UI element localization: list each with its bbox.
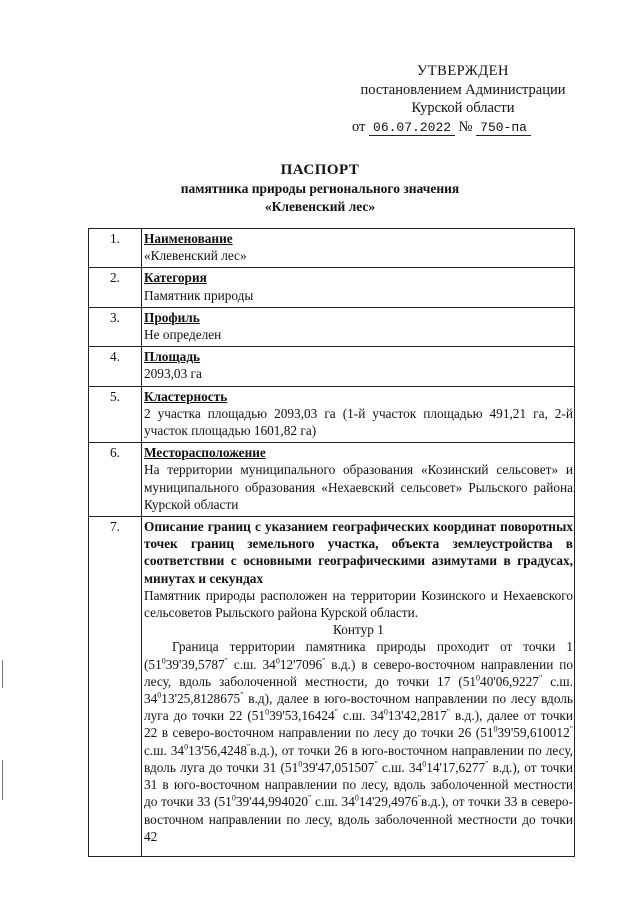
- scan-edge-mark: [2, 760, 3, 800]
- table-row: [89, 386, 575, 443]
- degree-sign: 0: [476, 673, 481, 683]
- row-value: На территории муниципального образования «Козинский сельсовет» и муниципального образования «Нехаевский сельсовет» Рыльского района Курской области: [144, 462, 573, 512]
- desc-part: 13'42,2817: [387, 708, 447, 724]
- table-row: [89, 229, 575, 268]
- row-number: 2.: [89, 268, 142, 307]
- page-title: ПАСПОРТ: [280, 162, 360, 178]
- row-value: Памятник природы: [144, 287, 254, 303]
- desc-part: с.ш. 34: [377, 759, 423, 775]
- page-subtitle: памятника природы регионального значения: [180, 181, 460, 196]
- desc-part: с.ш. 34: [311, 794, 355, 810]
- second-sign: ": [538, 673, 543, 683]
- boundary-intro: Памятник природы расположен на территории Козинского и Нехаевского сельсоветов Рыльского района Курской области.: [144, 587, 573, 621]
- second-sign: ": [224, 656, 228, 666]
- second-sign: ": [334, 707, 338, 717]
- row-content: [142, 347, 575, 386]
- row-content: [142, 443, 575, 517]
- second-sign: ": [322, 656, 326, 666]
- approval-from: от: [352, 118, 366, 135]
- degree-sign: 0: [298, 759, 303, 769]
- desc-part: 39'47,051507: [302, 759, 375, 775]
- approval-number: 750-па: [476, 120, 531, 136]
- row-value: «Клевенский лес»: [144, 248, 247, 264]
- row-number: 3.: [89, 307, 142, 346]
- row-label: Площадь: [144, 349, 201, 365]
- row-label: Категория: [144, 270, 207, 286]
- second-sign: ": [569, 725, 573, 735]
- second-sign: ": [417, 793, 422, 803]
- second-sign: ": [446, 707, 451, 717]
- table-row: [89, 307, 575, 346]
- degree-sign: 0: [383, 707, 388, 717]
- second-sign: ": [374, 759, 378, 769]
- approval-line1: постановлением Администрации: [360, 81, 566, 98]
- desc-part: 39'59,610012: [497, 725, 570, 741]
- row-label: Месторасположение: [144, 445, 266, 461]
- passport-table: [88, 228, 575, 857]
- desc-part: с.ш. 34: [337, 708, 384, 724]
- desc-part: Граница территории памятника природы проходит от точки 1 (51: [144, 639, 573, 672]
- degree-sign: 0: [275, 656, 280, 666]
- row-content: [142, 229, 575, 268]
- desc-part: в.д.), от точки 31 в юго-восточном направлении по лесу, вдоль заболоченной местности до точки 33 (51: [144, 759, 573, 810]
- contour-heading: Контур 1: [333, 622, 384, 638]
- second-sign: ": [308, 793, 312, 803]
- approval-number-sign: №: [458, 118, 473, 135]
- second-sign: ": [247, 742, 251, 752]
- second-sign: ": [485, 759, 489, 769]
- approval-date-line: [350, 118, 576, 137]
- row-label: Кластерность: [144, 388, 228, 404]
- table-row: [89, 347, 575, 386]
- desc-part: в.д.) в северо-восточном направлении по лесу, вдоль заболоченной местности, до точки 17 (51: [144, 656, 573, 689]
- desc-part: в.д.), от точки 26 в юго-восточном направлении по лесу, вдоль луга до точки 31 (51: [144, 742, 573, 775]
- scan-edge-mark: [2, 660, 3, 688]
- row-label: Профиль: [144, 309, 200, 325]
- desc-part: 14'17,6277: [426, 759, 486, 775]
- row-content: [142, 307, 575, 346]
- degree-sign: 0: [265, 707, 270, 717]
- row-content: [142, 517, 575, 857]
- desc-part: с.ш. 34: [227, 656, 276, 672]
- boundary-title: Описание границ с указанием географических координат поворотных точек границ земельного участка, объекта землеустройства в соответствии с основными географическими азимутами в градусах, минутах и секундах: [144, 519, 573, 586]
- degree-sign: 0: [422, 759, 427, 769]
- table-row: [89, 517, 575, 857]
- row-value: 2 участка площадью 2093,03 га (1-й участок площадью 491,21 га, 2-й участок площадью 1601,82 га): [144, 405, 573, 439]
- degree-sign: 0: [493, 725, 498, 735]
- row-number: 6.: [89, 443, 142, 517]
- monument-name: «Клевенский лес»: [264, 199, 376, 214]
- row-number: 4.: [89, 347, 142, 386]
- desc-part: 13'56,4248: [188, 742, 248, 758]
- approval-title: УТВЕРЖДЕН: [417, 63, 509, 79]
- second-sign: ": [240, 690, 244, 700]
- degree-sign: 0: [231, 793, 236, 803]
- desc-part: с.ш. 34: [144, 742, 185, 758]
- desc-part: в.д.), от точки 33 в северо-восточном направлении по лесу, вдоль заболоченной местности до точки 42: [144, 794, 573, 844]
- desc-part: 39'44,994020: [235, 794, 309, 810]
- degree-sign: 0: [157, 690, 162, 700]
- boundary-description: [144, 638, 573, 844]
- row-number: 5.: [89, 386, 142, 443]
- row-label: Наименование: [144, 231, 233, 246]
- degree-sign: 0: [161, 656, 166, 666]
- desc-part: 40'06,9227: [480, 673, 539, 689]
- desc-part: с.ш. 34: [144, 673, 573, 707]
- approval-date: 06.07.2022: [369, 120, 455, 136]
- row-number: 1.: [89, 229, 142, 268]
- desc-part: 39'53,16424: [269, 708, 335, 724]
- desc-part: 12'7096: [279, 656, 323, 672]
- desc-part: 39'39,5787: [165, 656, 225, 672]
- desc-part: в.д.), далее от точки 22 в северо-восточном направлении по лесу до точки 26 (51: [144, 708, 573, 741]
- approval-block: [350, 62, 576, 136]
- approval-line2: Курской области: [411, 100, 515, 116]
- row-content: [142, 386, 575, 443]
- desc-part: в.д), далее в юго-восточном направлении по лесу вдоль луга до точки 22 (51: [144, 691, 573, 724]
- document-heading: [120, 160, 520, 216]
- row-number: 7.: [89, 517, 142, 857]
- desc-part: 13'25,8128675: [161, 691, 241, 707]
- row-value: 2093,03 га: [144, 366, 202, 382]
- degree-sign: 0: [184, 742, 189, 752]
- degree-sign: 0: [354, 793, 359, 803]
- table-row: [89, 443, 575, 517]
- row-content: [142, 268, 575, 307]
- desc-part: 14'29,4976: [358, 794, 418, 810]
- table-row: [89, 268, 575, 307]
- row-value: Не определен: [144, 327, 222, 343]
